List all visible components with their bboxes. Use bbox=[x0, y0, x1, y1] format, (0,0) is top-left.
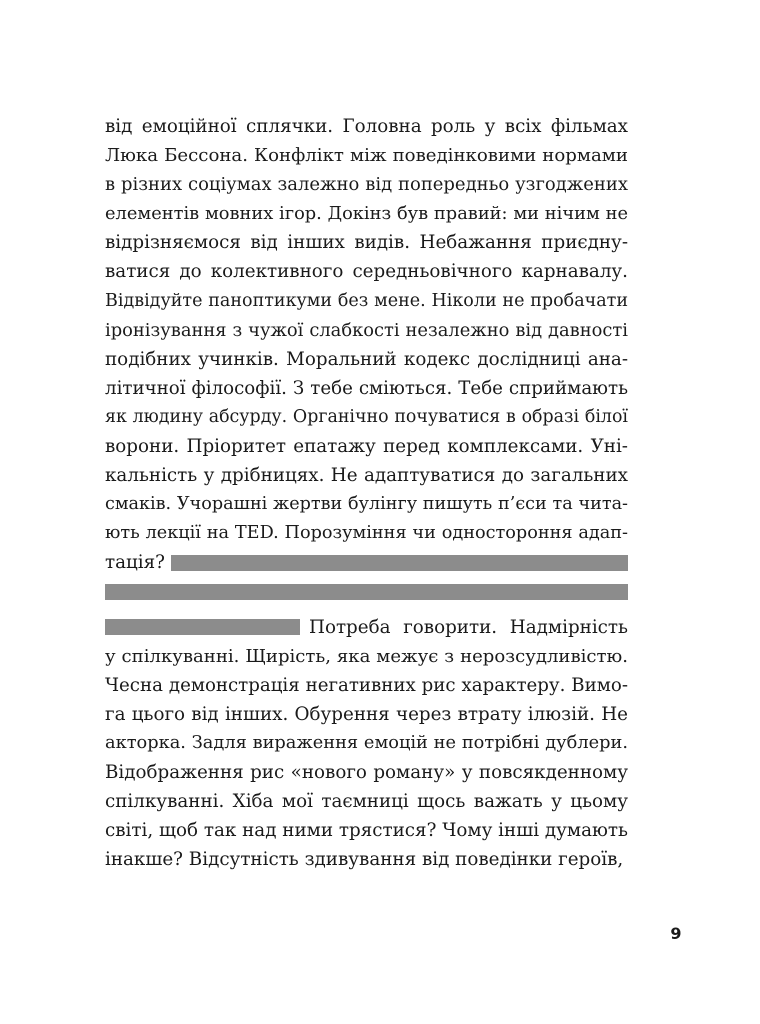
text-line: га цього від інших. Обурення через втрату ілюзій. Не bbox=[105, 703, 628, 725]
redaction-bar bbox=[171, 555, 628, 571]
page-number: 9 bbox=[670, 924, 682, 943]
text-line: літичної філософії. З тебе сміються. Тебе сприймають bbox=[105, 377, 628, 399]
text-line: ють лекції на TED. Порозуміння чи одностороння адап- bbox=[105, 523, 628, 544]
text-line: від емоційної сплячки. Головна роль у всіх фільмах bbox=[105, 116, 628, 137]
redaction-full-line bbox=[105, 584, 628, 613]
text-line: Люка Бессона. Конфлікт між поведінковими нормами bbox=[105, 145, 628, 167]
text-line: ворони. Пріоритет епатажу перед комплексами. Уні- bbox=[105, 436, 628, 458]
text-line: ватися до колективного середньовічного карнавалу. bbox=[105, 261, 628, 283]
redaction-end-line bbox=[105, 613, 628, 642]
text-before-redaction: тація? bbox=[105, 552, 165, 574]
text-after-redaction: Потреба говорити. Надмірність bbox=[309, 616, 628, 638]
text-line: Чесна демонстрація негативних рис характеру. Вимо- bbox=[105, 674, 628, 696]
text-line: подібних учинків. Моральний кодекс дослідниці ана- bbox=[105, 348, 628, 370]
text-line: іронізування з чужої слабкості незалежно від давності bbox=[105, 319, 628, 341]
redaction-bar bbox=[105, 619, 300, 635]
text-line: в різних соціумах залежно від попередньо узгоджених bbox=[105, 174, 628, 196]
text-line: Відображення рис «нового роману» у повсякденному bbox=[105, 762, 628, 784]
text-line: спілкуванні. Хіба мої таємниці щось важать у цьому bbox=[105, 791, 628, 813]
body-text bbox=[105, 112, 628, 874]
text-line: світі, щоб так над ними трястися? Чому інші думають bbox=[105, 820, 628, 842]
text-line: інакше? Відсутність здивування від поведінки героїв, bbox=[105, 849, 624, 871]
text-line: у спілкуванні. Щирість, яка межує з нерозсудливістю. bbox=[105, 645, 628, 667]
text-line: як людину абсурду. Органічно почуватися в образі білої bbox=[105, 406, 628, 427]
text-line: елементів мовних ігор. Докінз був правий: ми нічим не bbox=[105, 203, 628, 225]
redaction-start-line bbox=[105, 548, 628, 577]
text-line: акторка. Задля вираження емоцій не потрібні дублери. bbox=[105, 732, 628, 753]
text-line: смаків. Учорашні жертви булінгу пишуть п’єси та чита- bbox=[105, 494, 628, 515]
redaction-bar bbox=[105, 584, 628, 600]
text-line: кальність у дрібницях. Не адаптуватися до загальних bbox=[105, 465, 628, 487]
text-line: Відвідуйте паноптикуми без мене. Ніколи не пробачати bbox=[105, 290, 628, 311]
text-line: відрізняємося від інших видів. Небажання приєдну- bbox=[105, 232, 628, 254]
